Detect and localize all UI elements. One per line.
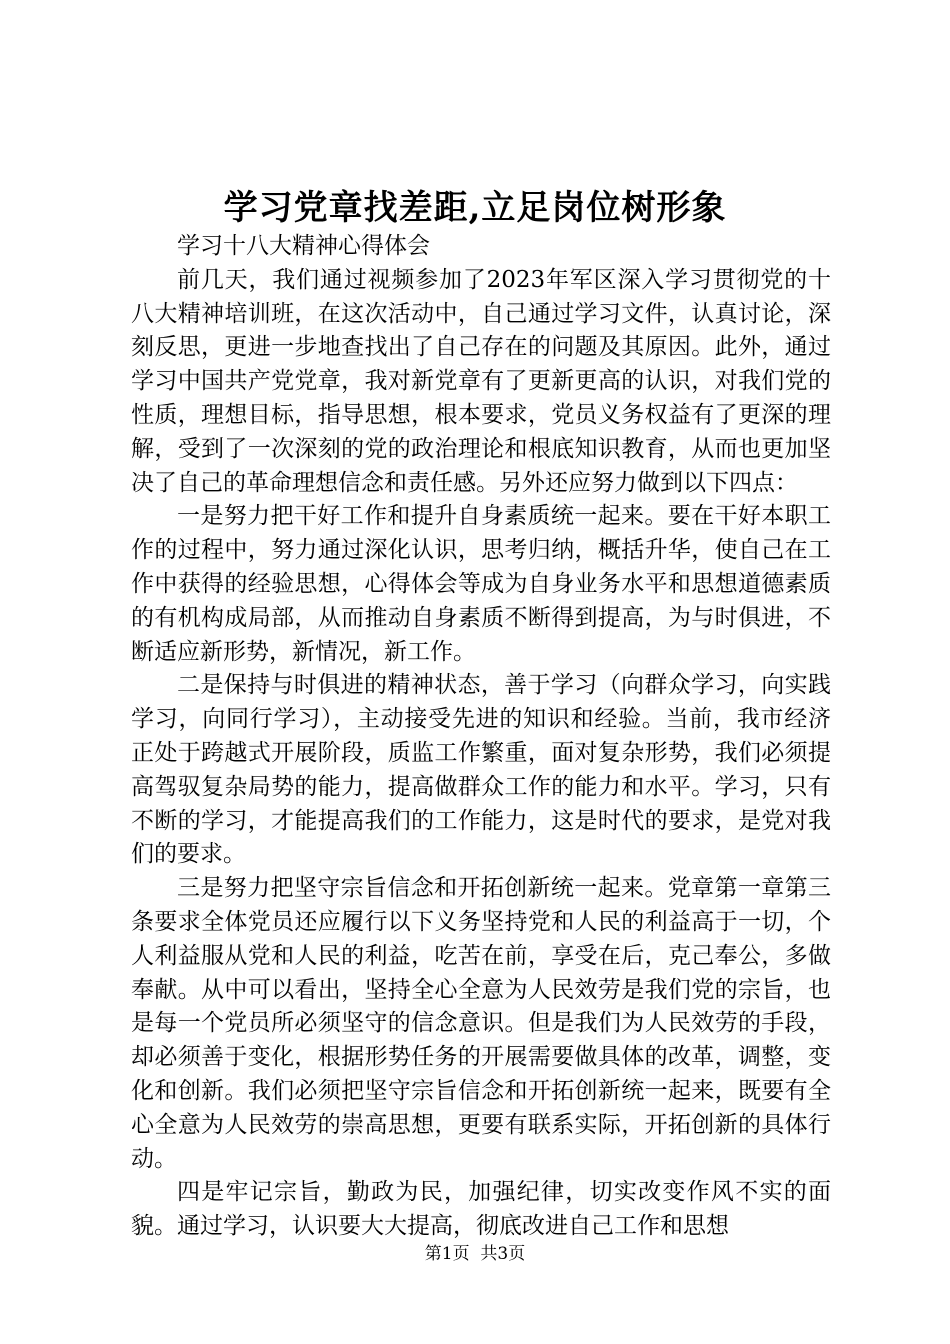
document-title: 学习党章找差距,立足岗位树形象 xyxy=(223,188,727,228)
page-number: 第1页 xyxy=(424,1244,470,1264)
paragraph-point-one: 一是努力把干好工作和提升自身素质统一起来。要在干好本职工作的过程中，努力通过深化认识，思考归纳，概括升华，使自己在工作中获得的经验思想，心得体会等成为自身业务水平和思想道德素质的有机构成局部，从而推动自身素质不断得到提高，为与时俱进，不断适应新形势，新情况，新工作。 xyxy=(131,503,831,665)
paragraph-intro: 前几天，我们通过视频参加了2023年军区深入学习贯彻党的十八大精神培训班，在这次活动中，自己通过学习文件，认真讨论，深刻反思，更进一步地查找出了自己存在的问题及其原因。此外，通过学习中国共产党党章，我对新党章有了更新更高的认识，对我们党的性质，理想目标，指导思想，根本要求，党员义务权益有了更深的理解，受到了一次深刻的党的政治理论和根底知识教育，从而也更加坚决了自己的革命理想信念和责任感。另外还应努力做到以下四点： xyxy=(131,266,831,496)
paragraph-point-two: 二是保持与时俱进的精神状态，善于学习（向群众学习，向实践学习，向同行学习），主动接受先进的知识和经验。当前，我市经济正处于跨越式开展阶段，质监工作繁重，面对复杂形势，我们必须提高驾驭复杂局势的能力，提高做群众工作的能力和水平。学习，只有不断的学习，才能提高我们的工作能力，这是时代的要求，是党对我们的要求。 xyxy=(131,672,831,868)
paragraph-point-four: 四是牢记宗旨，勤政为民，加强纪律，切实改变作风不实的面貌。通过学习，认识要大大提高，彻底改进自己工作和思想 xyxy=(131,1179,831,1240)
subtitle: 学习十八大精神心得体会 xyxy=(177,233,430,259)
paragraph-point-three: 三是努力把坚守宗旨信念和开拓创新统一起来。党章第一章第三条要求全体党员还应履行以下义务坚持党和人民的利益高于一切，个人利益服从党和人民的利益，吃苦在前，享受在后，克己奉公，多做奉献。从中可以看出，坚持全心全意为人民效劳是我们党的宗旨，也是每一个党员所必须坚守的信念意识。但是我们为人民效劳的手段，却必须善于变化，根据形势任务的开展需要做具体的改革，调整，变化和创新。我们必须把坚守宗旨信念和开拓创新统一起来，既要有全心全意为人民效劳的崇高思想，更要有联系实际，开拓创新的具体行动。 xyxy=(131,875,831,1172)
page-footer xyxy=(0,1242,950,1266)
page-total: 共3页 xyxy=(480,1244,526,1264)
document-body xyxy=(131,230,831,1244)
